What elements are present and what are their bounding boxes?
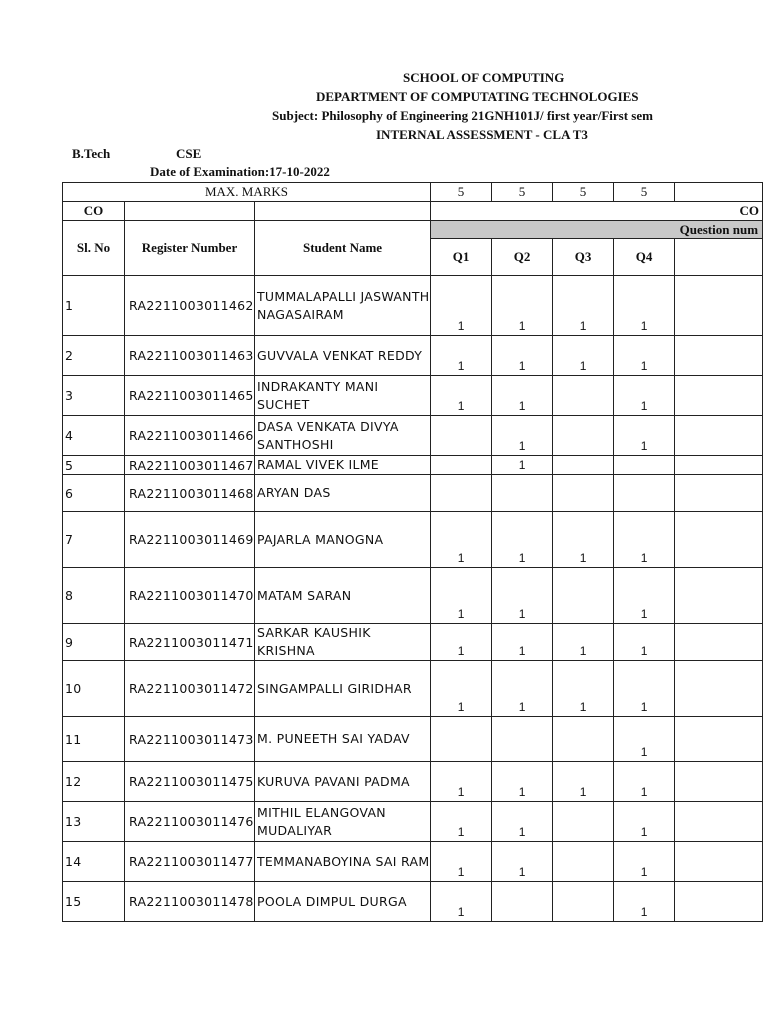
mark-q2: 1	[492, 842, 553, 882]
mark-q4: 1	[614, 276, 675, 336]
mark-q3	[553, 416, 614, 456]
assessment-title: INTERNAL ASSESSMENT - CLA T3	[376, 127, 588, 142]
mark-q3	[553, 475, 614, 512]
col-header-register: Register Number	[125, 221, 255, 276]
student-name: MITHIL ELANGOVAN MUDALIYAR	[255, 802, 431, 842]
serial-number: 2	[63, 336, 125, 376]
mark-q1: 1	[431, 624, 492, 661]
mark-q4: 1	[614, 762, 675, 802]
student-name: M. PUNEETH SAI YADAV	[255, 717, 431, 762]
serial-number: 10	[63, 661, 125, 717]
student-row	[63, 802, 763, 842]
mark-q3	[553, 802, 614, 842]
mark-q1	[431, 416, 492, 456]
register-number: RA2211003011467	[125, 456, 255, 475]
register-number: RA2211003011476	[125, 802, 255, 842]
mark-q1: 1	[431, 512, 492, 568]
serial-number: 11	[63, 717, 125, 762]
col-header-q4: Q4	[614, 239, 675, 276]
col-header-slno: Sl. No	[63, 221, 125, 276]
register-number: RA2211003011468	[125, 475, 255, 512]
student-name: MATAM SARAN	[255, 568, 431, 624]
mark-q3	[553, 717, 614, 762]
mark-q4: 1	[614, 842, 675, 882]
serial-number: 8	[63, 568, 125, 624]
mark-q3	[553, 568, 614, 624]
register-number: RA2211003011472	[125, 661, 255, 717]
serial-number: 15	[63, 882, 125, 922]
serial-number: 6	[63, 475, 125, 512]
student-name: POOLA DIMPUL DURGA	[255, 882, 431, 922]
register-number: RA2211003011469	[125, 512, 255, 568]
mark-q3: 1	[553, 762, 614, 802]
student-row	[63, 717, 763, 762]
mark-q4: 1	[614, 376, 675, 416]
mark-q1: 1	[431, 762, 492, 802]
mark-q3: 1	[553, 336, 614, 376]
mark-q4: 1	[614, 336, 675, 376]
mark-q4: 1	[614, 624, 675, 661]
register-number: RA2211003011465	[125, 376, 255, 416]
mark-q3: 1	[553, 512, 614, 568]
student-row	[63, 376, 763, 416]
serial-number: 12	[63, 762, 125, 802]
serial-number: 7	[63, 512, 125, 568]
serial-number: 1	[63, 276, 125, 336]
mark-q2: 1	[492, 568, 553, 624]
mark-q1	[431, 456, 492, 475]
mark-q1	[431, 475, 492, 512]
col-header-name: Student Name	[255, 221, 431, 276]
student-name: SINGAMPALLI GIRIDHAR	[255, 661, 431, 717]
mark-q3	[553, 882, 614, 922]
student-row	[63, 336, 763, 376]
mark-q1: 1	[431, 802, 492, 842]
mark-q2: 1	[492, 336, 553, 376]
mark-q2: 1	[492, 416, 553, 456]
student-name: GUVVALA VENKAT REDDY	[255, 336, 431, 376]
student-name: RAMAL VIVEK ILME	[255, 456, 431, 475]
student-row	[63, 475, 763, 512]
mark-q4: 1	[614, 568, 675, 624]
mark-q4: 1	[614, 512, 675, 568]
serial-number: 5	[63, 456, 125, 475]
subject-line: Subject: Philosophy of Engineering 21GNH101J/ first year/First sem	[272, 108, 653, 123]
mark-q2	[492, 475, 553, 512]
mark-q1	[431, 717, 492, 762]
student-row	[63, 512, 763, 568]
mark-q4	[614, 456, 675, 475]
mark-q1: 1	[431, 661, 492, 717]
serial-number: 4	[63, 416, 125, 456]
student-row	[63, 456, 763, 475]
student-name: SARKAR KAUSHIK KRISHNA	[255, 624, 431, 661]
mark-q2: 1	[492, 762, 553, 802]
register-number: RA2211003011463	[125, 336, 255, 376]
mark-q1: 1	[431, 568, 492, 624]
question-number-row	[63, 221, 763, 239]
mark-q2	[492, 882, 553, 922]
co-right-label: CO	[431, 202, 763, 221]
col-header-q1: Q1	[431, 239, 492, 276]
max-mark-q3: 5	[553, 183, 614, 202]
serial-number: 3	[63, 376, 125, 416]
register-number: RA2211003011473	[125, 717, 255, 762]
student-name: TEMMANABOYINA SAI RAM	[255, 842, 431, 882]
mark-q4: 1	[614, 661, 675, 717]
mark-q2: 1	[492, 624, 553, 661]
register-number: RA2211003011475	[125, 762, 255, 802]
school-title: SCHOOL OF COMPUTING	[403, 70, 565, 85]
mark-q2: 1	[492, 276, 553, 336]
student-name: TUMMALAPALLI JASWANTH NAGASAIRAM	[255, 276, 431, 336]
mark-q4: 1	[614, 802, 675, 842]
marks-table	[62, 182, 763, 922]
serial-number: 13	[63, 802, 125, 842]
student-row	[63, 624, 763, 661]
mark-q2: 1	[492, 512, 553, 568]
mark-q3	[553, 376, 614, 416]
register-number: RA2211003011470	[125, 568, 255, 624]
program-label: B.Tech	[72, 146, 111, 161]
mark-q2: 1	[492, 802, 553, 842]
mark-q1: 1	[431, 842, 492, 882]
student-row	[63, 416, 763, 456]
mark-q1: 1	[431, 336, 492, 376]
register-number: RA2211003011477	[125, 842, 255, 882]
student-row	[63, 882, 763, 922]
question-number-label: Question num	[431, 221, 763, 239]
mark-q4: 1	[614, 882, 675, 922]
col-header-q3: Q3	[553, 239, 614, 276]
branch-label: CSE	[176, 146, 202, 161]
max-mark-q2: 5	[492, 183, 553, 202]
student-name: INDRAKANTY MANI SUCHET	[255, 376, 431, 416]
mark-q3: 1	[553, 276, 614, 336]
mark-q4: 1	[614, 416, 675, 456]
mark-q4: 1	[614, 717, 675, 762]
mark-q2: 1	[492, 661, 553, 717]
department-title: DEPARTMENT OF COMPUTATING TECHNOLOGIES	[316, 89, 639, 104]
co-label: CO	[63, 202, 125, 221]
mark-q1: 1	[431, 376, 492, 416]
max-mark-q1: 5	[431, 183, 492, 202]
exam-date: Date of Examination:17-10-2022	[150, 164, 330, 179]
mark-q2: 1	[492, 456, 553, 475]
register-number: RA2211003011462	[125, 276, 255, 336]
student-name: DASA VENKATA DIVYA SANTHOSHI	[255, 416, 431, 456]
max-marks-label: MAX. MARKS	[63, 183, 431, 202]
student-row	[63, 762, 763, 802]
serial-number: 14	[63, 842, 125, 882]
col-header-q2: Q2	[492, 239, 553, 276]
student-name: PAJARLA MANOGNA	[255, 512, 431, 568]
mark-q3: 1	[553, 624, 614, 661]
max-mark-q4: 5	[614, 183, 675, 202]
mark-q2: 1	[492, 376, 553, 416]
mark-q2	[492, 717, 553, 762]
mark-q1: 1	[431, 882, 492, 922]
student-row	[63, 276, 763, 336]
mark-q3	[553, 842, 614, 882]
register-number: RA2211003011478	[125, 882, 255, 922]
register-number: RA2211003011466	[125, 416, 255, 456]
marks-sheet	[62, 182, 760, 922]
mark-q1: 1	[431, 276, 492, 336]
register-number: RA2211003011471	[125, 624, 255, 661]
mark-q3	[553, 456, 614, 475]
max-marks-row	[63, 183, 763, 202]
student-row	[63, 568, 763, 624]
student-row	[63, 842, 763, 882]
student-name: ARYAN DAS	[255, 475, 431, 512]
student-row	[63, 661, 763, 717]
mark-q3: 1	[553, 661, 614, 717]
co-row	[63, 202, 763, 221]
student-name: KURUVA PAVANI PADMA	[255, 762, 431, 802]
serial-number: 9	[63, 624, 125, 661]
mark-q4	[614, 475, 675, 512]
